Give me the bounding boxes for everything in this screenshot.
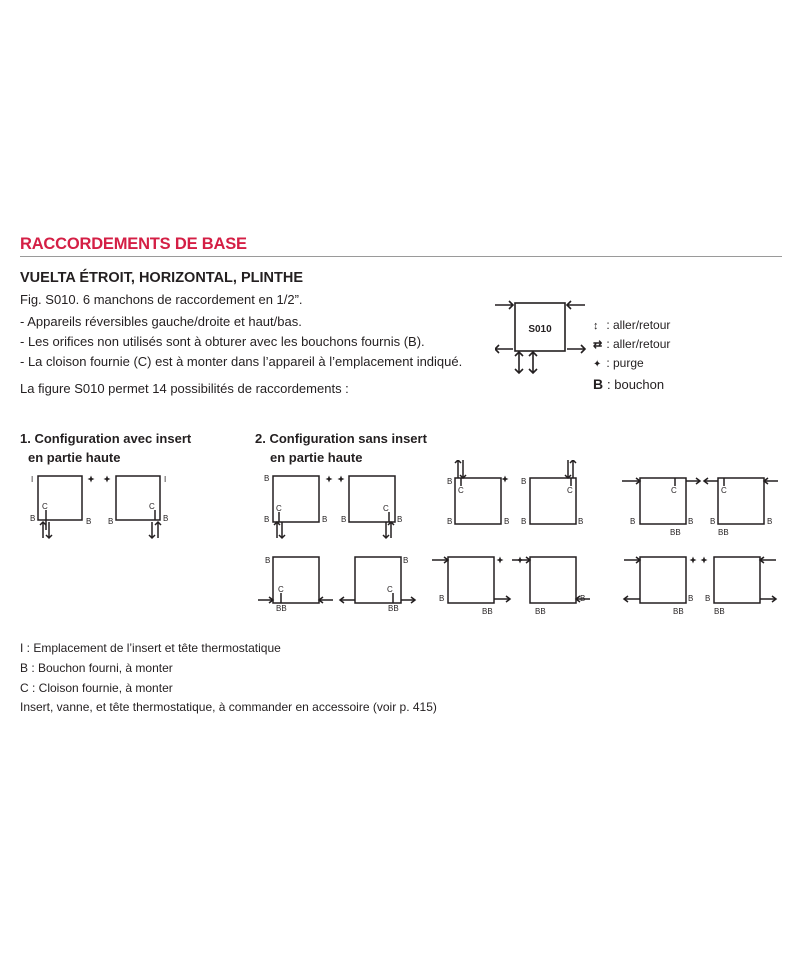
- label-double-bouchon: BB: [276, 604, 287, 613]
- label-double-bouchon: BB: [482, 607, 493, 616]
- title-divider: [20, 256, 782, 257]
- intro-line-4: - La cloison fournie (C) est à monter dans l’appareil à l’emplacement indiqué.: [20, 354, 463, 369]
- radiator-body: [530, 557, 576, 603]
- label-bouchon: B: [688, 517, 694, 526]
- label-bouchon: B: [265, 556, 271, 565]
- radiator-body: [455, 478, 501, 524]
- note-bouchon: B : Bouchon fourni, à monter: [20, 661, 173, 675]
- radiator-body: [640, 557, 686, 603]
- note-accessoire: Insert, vanne, et tête thermostatique, à commander en accessoire (voir p. 415): [20, 700, 437, 714]
- label-bouchon: B: [710, 517, 716, 526]
- config-1-heading: 1. Configuration avec insert en partie haute: [20, 431, 192, 465]
- label-bouchon: B: [688, 594, 694, 603]
- label-cloison: C: [42, 502, 48, 511]
- legend-vertical: ↕ : aller/retour: [593, 318, 671, 332]
- label-bouchon: B: [447, 477, 453, 486]
- label-cloison: C: [671, 486, 677, 495]
- label-cloison: C: [721, 486, 727, 495]
- label-bouchon: B: [767, 517, 773, 526]
- label-bouchon: B: [630, 517, 636, 526]
- label-cloison: C: [149, 502, 155, 511]
- opposing-horizontal-arrows-icon: ⇄: [593, 339, 603, 351]
- radiator-body: [718, 478, 764, 524]
- figure-label: S010: [528, 324, 552, 335]
- intro-line-3: - Les orifices non utilisés sont à obturer avec les bouchons fournis (B).: [20, 334, 425, 349]
- label-bouchon: B: [108, 517, 114, 526]
- radiator-body: [273, 476, 319, 522]
- label-bouchon: B: [397, 515, 403, 524]
- label-bouchon: B: [521, 477, 527, 486]
- label-cloison: C: [276, 504, 282, 513]
- label-bouchon: B: [578, 517, 584, 526]
- label-insert: I: [164, 475, 167, 484]
- label-bouchon: B: [341, 515, 347, 524]
- radiator-body: [714, 557, 760, 603]
- configuration-diagrams: [0, 460, 800, 630]
- radiator-body: [38, 476, 82, 520]
- s010-figure: [495, 293, 605, 383]
- label-double-bouchon: BB: [670, 528, 681, 537]
- product-subtitle: VUELTA ÉTROIT, HORIZONTAL, PLINTHE: [20, 270, 304, 286]
- label-bouchon: B: [163, 514, 169, 523]
- section-title: RACCORDEMENTS DE BASE: [20, 235, 247, 253]
- label-double-bouchon: BB: [535, 607, 546, 616]
- label-bouchon: B: [264, 474, 270, 483]
- radiator-body: [273, 557, 319, 603]
- label-double-bouchon: BB: [718, 528, 729, 537]
- label-cloison: C: [278, 585, 284, 594]
- label-bouchon: B: [439, 594, 445, 603]
- label-bouchon: B: [504, 517, 510, 526]
- note-insert: I : Emplacement de l’insert et tête thermostatique: [20, 641, 281, 655]
- legend-horizontal: ⇄ : aller/retour: [593, 337, 671, 351]
- double-vertical-arrow-icon: ↕: [593, 320, 599, 332]
- intro-line-1: Fig. S010. 6 manchons de raccordement en 1/2”.: [20, 292, 303, 307]
- label-cloison: C: [383, 504, 389, 513]
- label-bouchon: B: [30, 514, 36, 523]
- label-bouchon: B: [86, 517, 92, 526]
- label-bouchon: B: [322, 515, 328, 524]
- label-double-bouchon: BB: [388, 604, 399, 613]
- legend-bouchon: B : bouchon: [593, 376, 665, 392]
- radiator-body: [116, 476, 160, 520]
- radiator-body: [640, 478, 686, 524]
- label-cloison: C: [387, 585, 393, 594]
- note-cloison: C : Cloison fournie, à monter: [20, 681, 173, 695]
- summary-line: La figure S010 permet 14 possibilités de raccordements :: [20, 381, 349, 396]
- label-double-bouchon: BB: [714, 607, 725, 616]
- radiator-body: [448, 557, 494, 603]
- four-point-star-icon: ✦: [593, 359, 602, 370]
- radiator-body: [355, 557, 401, 603]
- intro-line-2: - Appareils réversibles gauche/droite et haut/bas.: [20, 314, 302, 329]
- label-cloison: C: [567, 486, 573, 495]
- config-2-heading: 2. Configuration sans insert en partie haute: [255, 431, 427, 465]
- radiator-body: [530, 478, 576, 524]
- label-bouchon: B: [447, 517, 453, 526]
- radiator-body: [349, 476, 395, 522]
- label-cloison: C: [458, 486, 464, 495]
- label-bouchon: B: [264, 515, 270, 524]
- label-insert: I: [31, 475, 34, 484]
- label-bouchon: B: [580, 594, 586, 603]
- legend-purge: ✦ : purge: [593, 356, 644, 370]
- label-bouchon: B: [705, 594, 711, 603]
- label-bouchon: B: [403, 556, 409, 565]
- label-double-bouchon: BB: [673, 607, 684, 616]
- label-bouchon: B: [521, 517, 527, 526]
